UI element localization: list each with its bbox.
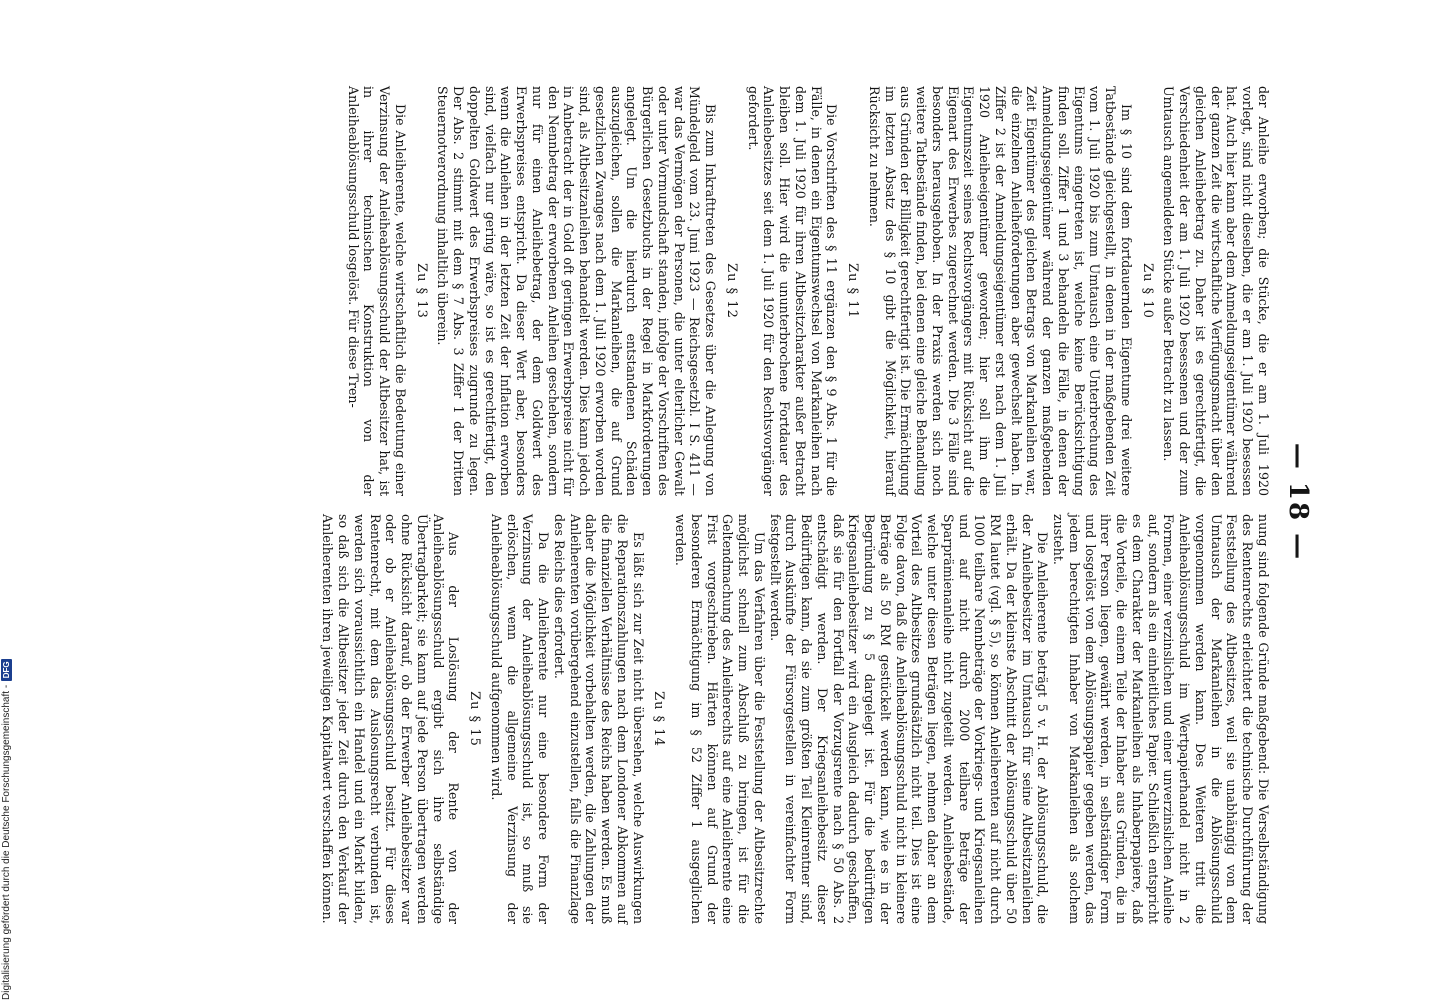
paragraph: Die Anleiherente beträgt 5 v. H. der Ablösungsschuld, die der Anleihebesitzer im Umtausch für seine Altbesitzanleihen erhält. Da der kleinste Abschnitt der Ablösungsschuld über 50 RM lautet (vgl. § 5), so können Anleiherenten auf nicht durch 1000 teilbare Nennbeträge der Vorkriegs- und Kriegsanleihen und auf nicht durch 2000 teilbare Beträge der Sparprämienanleihe nicht zugeteilt werden. Anleihebestände, welche unter diesen Beträgen liegen, nehmen daher an dem Vorteil des Altbesitzes grundsätzlich nicht teil. Dies ist eine Folge davon, daß die Anleiheablösungsschuld nicht in kleinere Beträge als 50 RM gestückelt werden kann, wie es in der Begründung zu § 5 dargelegt ist. Für die bedürftigen Kriegsanleihebesitzer wird ein Ausgleich dadurch geschaffen, daß sie für den Fortfall der Vorzugsrente nach § 50 Abs. 2 entschädigt werden. Der Kriegsanleihebesitz dieser Bedürftigen kann, da sie zum größten Teil Kleinrentner sind, durch Auskünfte der Fürsorgestellen in vereinfachter Form festgestellt werden. (767, 514, 1051, 924)
section-heading: Zu § 11 (845, 263, 861, 319)
paragraph: Aus der Loslösung der Rente von der Anleiheablösungsschuld ergibt sich ihre selbständige Übertragbarkeit; sie kann auf jede Person übertragen werden ohne Rücksicht darauf, ob der Erwerber Anleihebesitzer war oder ob er Anleiheablösungsschuld besitzt. Für dieses Rentenrecht, mit dem das Auslosungsrecht verbunden ist, werden sich voraussichtlich ein Handel und ein Markt bilden, so daß sich die Altbesitzer jeder Zeit durch den Verkauf der Anleiherenten ihren jeweiligen Kapitalwert verschaffen können. (320, 514, 462, 924)
footer-text: Digitalisierung gefördert durch die Deutsche Forschungsgemeinschaft - (0, 684, 12, 1000)
rotated-document-page (157, 82, 1317, 922)
section-heading: Zu § 15 (467, 691, 483, 747)
section-heading: Zu § 14 (651, 691, 667, 747)
paragraph: Die Vorschriften des § 11 ergänzen den § 9 Abs. 1 für die Fälle, in denen ein Eigentumswechsel von Markanleihen nach dem 1. Juli 1920 für ihren Altbesitzcharakter außer Betracht bleiben soll. Hier wird die ununterbrochene Fortdauer des Anleihebesitzes seit dem 1. Juli 1920 für den Rechtsvorgänger gefordert. (745, 86, 840, 496)
paragraph: Um das Verfahren über die Feststellung der Altbesitzrechte möglichst schnell zum Abschluß zu bringen, ist für die Geltendmachung des Anleiherechts auf eine Anleiherente eine Frist vorgeschrieben. Härten können auf Grund der besonderen Ermächtigung im § 52 Ziffer 1 ausgeglichen werden. (673, 514, 767, 924)
left-column (345, 86, 1271, 496)
page-number: — 18 — (1283, 442, 1313, 562)
section-heading: Zu § 10 (1139, 263, 1155, 319)
section-heading: Zu § 12 (724, 263, 739, 319)
paragraph: der Anleihe erworben; die Stücke, die er am 1. Juli 1920 vorlegt, sind nicht dieselben, die er am 1. Juli 1920 besessen hat. Auch hier kann aber dem Anmeldungseigentümer während der ganzen Zeit die wirtschaftliche Verfügungsmacht über den gleichen Anleihebetrag zu. Daher ist es gerechtfertigt, die Verschiedenheit der am 1. Juli 1920 besessenen und der zum Umtausch angemeldeten Stücke außer Betracht zu lassen. (1161, 86, 1271, 496)
paragraph: Es läßt sich zur Zeit nicht übersehen, welche Auswirkungen die Reparationszahlungen nach dem Londoner Abkommen auf die finanziellen Verhältnisse des Reichs haben werden. Es muß daher die Möglichkeit vorbehalten werden, die Zahlungen der Anleiherenten vorübergehend einzustellen, falls die Finanzlage des Reichs dies erfordert. (552, 514, 646, 924)
paragraph: Bis zum Inkrafttreten des Gesetzes über die Anlegung von Mündelgeld vom 23. Juni 1923 — Reichsgesetzbl. I S. 411 — war das Vermögen der Personen, die unter elterlicher Gewalt oder unter Vormundschaft standen, infolge der Vorschriften des Bürgerlichen Gesetzbuchs in der Regel in Markforderungen angelegt. Um die hierdurch entstandenen Schäden auszugleichen, sollen die Markanleihen, die auf Grund gesetzlichen Zwanges nach dem 1. Juli 1920 erworben worden sind, als Altbesitzanleihen behandelt werden. Dies kann jedoch in Anbetracht der in Gold oft geringen Erwerbspreise nicht für den Nennbetrag der erworbenen Anleihen geschehen, sondern nur für einen Anleihebetrag, der dem Goldwert des Erwerbspreises entspricht. Da dieser Wert aber, besonders wenn die Anleihen in der letzten Zeit der Inflation erworben sind, vielfach nur gering wäre, so ist es gerechtfertigt, den doppelten Goldwert des Erwerbspreises zugrunde zu legen. Der Abs. 2 stimmt mit dem § 7 Abs. 3 Ziffer 1 der Dritten Steuernotverordnung inhaltlich überein. (435, 86, 719, 496)
dfg-logo-icon: DFG (1, 659, 12, 681)
right-column (320, 514, 1271, 924)
section-heading: Zu § 13 (413, 263, 429, 319)
paragraph: Da die Anleiherente nur eine besondere Form der Verzinsung der Anleiheablösungsschuld ist, so muß sie erlöschen, wenn die allgemeine Verzinsung der Anleiheablösungsschuld aufgenommen wird. (489, 514, 552, 924)
paragraph: Im § 10 sind dem fortdauernden Eigentume drei weitere Tatbestände gleichgestellt, in denen in der maßgebenden Zeit vom 1. Juli 1920 bis zum Umtausch eine Unterbrechung des Eigentums eingetreten ist, welche keine Berücksichtigung finden soll. Ziffer 1 und 3 behandeln die Fälle, in denen der Anmeldungseigentümer während der ganzen maßgebenden Zeit Eigentümer des gleichen Betrags von Markanleihen war, die einzelnen Anleiheforderungen aber gewechselt haben. In Ziffer 2 ist der Anmeldungseigentümer erst nach dem 1. Juli 1920 Anleiheeigentümer geworden; hier soll ihm die Eigentumszeit seines Rechtsvorgängers mit Rücksicht auf die Eigenart des Erwerbes zugerechnet werden. Die 3 Fälle sind besonders herausgehoben. In der Praxis werden sich noch weitere Tatbestände finden, bei denen eine gleiche Behandlung aus Gründen der Billigkeit gerechtfertigt ist. Die Ermächtigung im letzten Absatz des § 10 gibt die Möglichkeit, hierauf Rücksicht zu nehmen. (867, 86, 1134, 496)
paragraph: nung sind folgende Gründe maßgebend: Die Verselbständigung des Rentenrechts erleichtert die technische Durchführung der Feststellung des Altbesitzes, weil sie unabhängig von dem Umtausch der Markanleihen in die Ablösungsschuld vorgenommen werden kann. Des Weiteren tritt die Anleiheablösungsschuld im Wertpapierhandel nicht in 2 Formen, einer verzinslichen und einer unverzinslichen Anleihe auf, sondern als ein einheitliches Papier. Schließlich entspricht es dem Charakter der Markanleihen als Inhaberpapiere, daß die Vorteile, die einem Teile der Inhaber aus Gründen, die in ihrer Person liegen, gewährt werden, in selbständiger Form und losgelöst von dem Ablösungspapier gegeben werden, das jedem berechtigten Inhaber von Markanleihen als solchem zusteht. (1051, 514, 1271, 924)
digitization-footer (0, 0, 12, 1000)
paragraph: Die Anleiherente, welche wirtschaftlich die Bedeutung einer Verzinsung der Anleiheablösungsschuld der Altbesitzer hat, ist in ihrer technischen Konstruktion von der Anleiheablösungsschuld losgelöst. Für diese Tren- (345, 86, 408, 496)
